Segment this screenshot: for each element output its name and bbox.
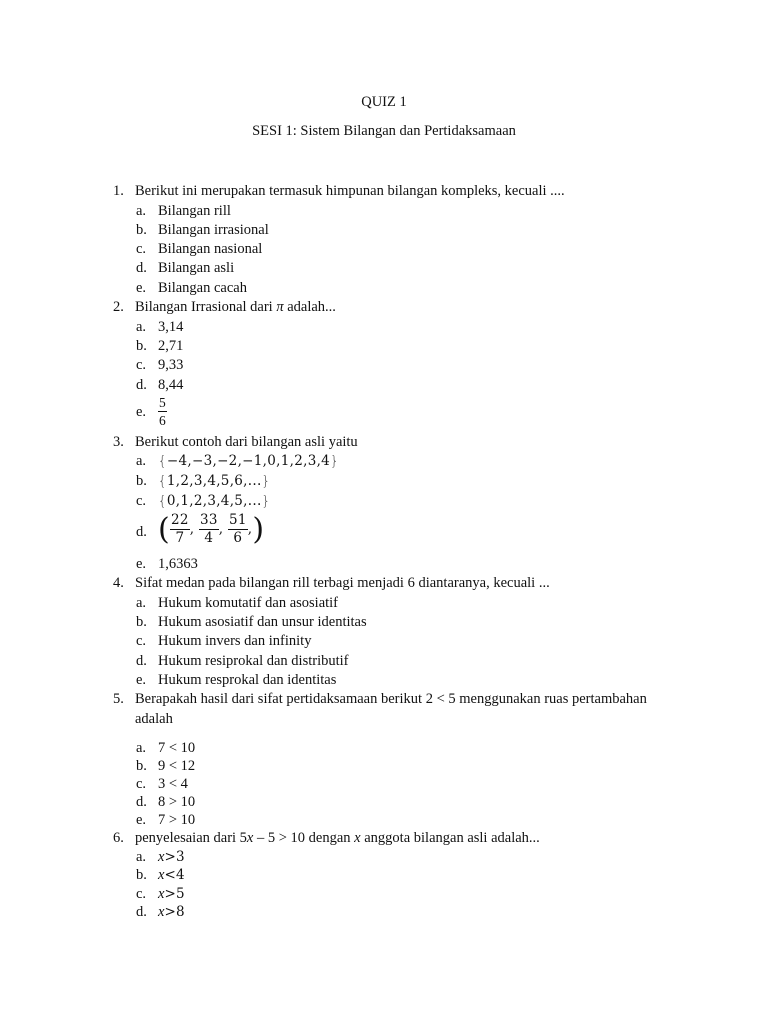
text-part: anggota bilangan asli adalah... xyxy=(360,830,540,846)
option-text: Hukum invers dan infinity xyxy=(158,633,312,649)
fraction-denominator: 4 xyxy=(204,530,214,546)
question-text xyxy=(135,829,540,848)
left-brace-icon: { xyxy=(158,493,167,509)
option-label: c. xyxy=(136,357,147,373)
option-text: Hukum komutatif dan asosiatif xyxy=(158,595,339,611)
option-text: Bilangan asli xyxy=(158,260,235,276)
option-text: 9 < 12 xyxy=(158,758,196,774)
option-label: e. xyxy=(136,280,147,296)
comma: , xyxy=(247,521,253,537)
fraction-numerator: 33 xyxy=(199,512,218,528)
option-text: Hukum resiprokal dan distributif xyxy=(158,653,349,669)
option-label: a. xyxy=(136,849,147,865)
option-label: a. xyxy=(136,319,147,335)
option-label: a. xyxy=(136,595,147,611)
page-title: QUIZ 1 xyxy=(361,94,407,110)
option-text: 3,14 xyxy=(158,319,184,335)
right-brace-icon: } xyxy=(330,453,339,469)
question-text xyxy=(135,298,336,317)
option-text: 2,71 xyxy=(158,338,184,354)
page-subtitle: SESI 1: Sistem Bilangan dan Pertidaksamaan xyxy=(252,123,516,139)
variable-x: x xyxy=(158,886,165,902)
variable-x: x xyxy=(158,867,165,883)
option-text: 3 < 4 xyxy=(158,776,188,792)
right-brace-icon: } xyxy=(261,493,271,509)
option-label: d. xyxy=(136,904,147,920)
option-text: Hukum asosiatif dan unsur identitas xyxy=(158,614,367,630)
question-text: Berikut contoh dari bilangan asli yaitu xyxy=(135,434,358,450)
option-text: 7 < 10 xyxy=(158,740,196,756)
option-text: 0,1,2,3,4,5,... xyxy=(166,493,262,509)
option-text: −4,−3,−2,−1,0,1,2,3,4 xyxy=(166,453,331,469)
option-text: 1,2,3,4,5,6,... xyxy=(166,473,262,489)
left-brace-icon: { xyxy=(158,453,167,469)
option-label: a. xyxy=(136,740,147,756)
left-brace-icon: { xyxy=(158,473,167,489)
question-text-line-1: Berapakah hasil dari sifat pertidaksamaan berikut 2 < 5 menggunakan ruas pertambahan xyxy=(135,691,647,707)
option-text: Bilangan irrasional xyxy=(158,222,269,238)
option-text: <4 xyxy=(164,867,185,883)
question-text: Berikut ini merupakan termasuk himpunan bilangan kompleks, kecuali .... xyxy=(135,183,565,199)
variable-x: x xyxy=(158,849,165,865)
fraction-numerator: 51 xyxy=(228,512,247,528)
option-text: 1,6363 xyxy=(158,556,198,572)
option-label: e. xyxy=(136,404,147,420)
option-label: c. xyxy=(136,886,147,902)
option-label: a. xyxy=(136,203,147,219)
question-number: 4. xyxy=(113,575,124,591)
option-text: 8,44 xyxy=(158,377,184,393)
option-fraction xyxy=(158,394,167,429)
text-part: Bilangan Irrasional dari xyxy=(135,299,277,315)
option-text: 9,33 xyxy=(158,357,184,373)
text-part: adalah... xyxy=(283,299,336,315)
fraction-denominator: 6 xyxy=(159,413,166,428)
variable-x: x xyxy=(354,830,361,846)
question-number: 1. xyxy=(113,183,124,199)
question-number: 3. xyxy=(113,434,124,450)
question-number: 5. xyxy=(113,691,124,707)
option-text: Bilangan cacah xyxy=(158,280,247,296)
fraction-denominator: 6 xyxy=(233,530,243,546)
comma: , xyxy=(218,521,228,537)
option-label: b. xyxy=(136,473,147,489)
option-label: c. xyxy=(136,241,147,257)
option-text: Bilangan rill xyxy=(158,203,231,219)
option-label: b. xyxy=(136,758,147,774)
fraction-numerator: 5 xyxy=(159,395,166,410)
option-label: b. xyxy=(136,338,147,354)
question-text: Sifat medan pada bilangan rill terbagi menjadi 6 diantaranya, kecuali ... xyxy=(135,575,550,591)
question-number: 2. xyxy=(113,299,124,315)
option-label: d. xyxy=(136,794,147,810)
left-paren-icon: ( xyxy=(158,511,171,547)
option-label: d. xyxy=(136,377,147,393)
option-text: >8 xyxy=(164,904,185,920)
option-label: b. xyxy=(136,222,147,238)
option-label: d. xyxy=(136,653,147,669)
option-label: e. xyxy=(136,812,147,828)
fraction-denominator: 7 xyxy=(175,530,185,546)
pi-symbol: π xyxy=(276,299,284,315)
option-label: b. xyxy=(136,614,147,630)
option-text: Bilangan nasional xyxy=(158,241,263,257)
option-label: b. xyxy=(136,867,147,883)
fraction-numerator: 22 xyxy=(171,512,189,528)
option-text: Hukum resprokal dan identitas xyxy=(158,672,337,688)
option-label: d. xyxy=(136,524,147,540)
option-label: c. xyxy=(136,633,147,649)
option-label: c. xyxy=(136,776,147,792)
option-fraction-set xyxy=(158,512,264,547)
option-text: 7 > 10 xyxy=(158,812,196,828)
variable-x: x xyxy=(246,830,254,846)
option-label: e. xyxy=(136,672,147,688)
right-brace-icon: } xyxy=(261,473,271,489)
comma: , xyxy=(189,521,199,537)
question-text-line-2: adalah xyxy=(135,711,173,727)
option-label: e. xyxy=(136,556,147,572)
text-part: – 5 > 10 dengan xyxy=(253,830,355,846)
option-label: d. xyxy=(136,260,147,276)
question-number: 6. xyxy=(113,830,124,846)
right-paren-icon: ) xyxy=(252,511,265,547)
text-part: penyelesaian dari 5 xyxy=(135,830,247,846)
option-text: >5 xyxy=(164,886,185,902)
variable-x: x xyxy=(158,904,165,920)
option-text: 8 > 10 xyxy=(158,794,196,810)
option-label: a. xyxy=(136,453,147,469)
option-label: c. xyxy=(136,493,147,509)
option-text: >3 xyxy=(164,849,185,865)
